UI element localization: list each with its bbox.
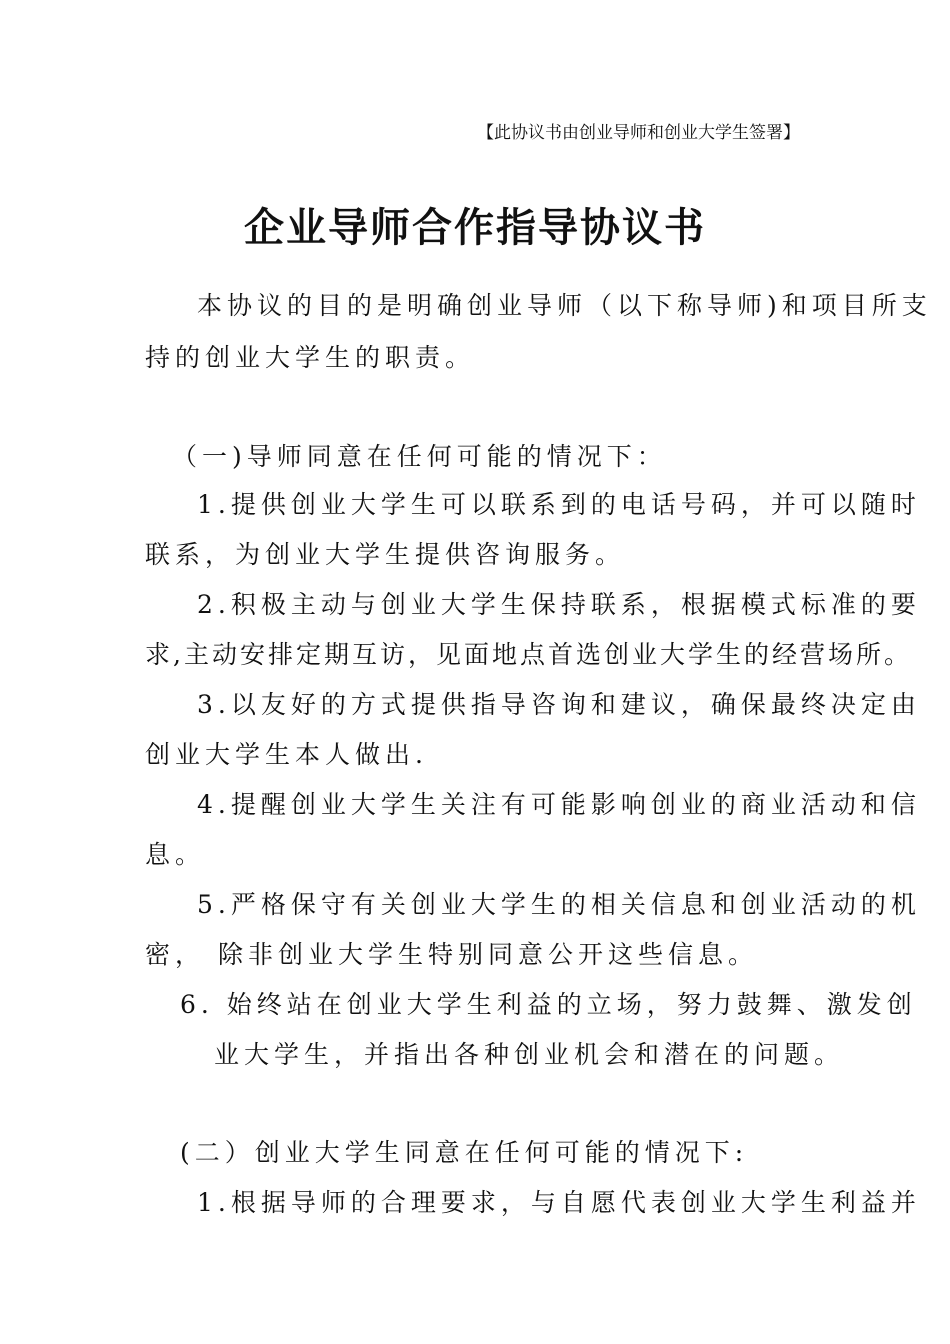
section1-item-1-line-2: 联系，为创业大学生提供咨询服务。 [145,540,626,569]
section1-item-5-line-1: 5.严格保守有关创业大学生的相关信息和创业活动的机 [197,890,921,919]
section1-item-3-line-1: 3.以友好的方式提供指导咨询和建议，确保最终决定由 [197,690,921,719]
section1-item-4-line-1: 4.提醒创业大学生关注有可能影响创业的商业活动和信 [197,790,921,819]
section2-heading: (二）创业大学生同意在任何可能的情况下: [180,1138,749,1167]
section1-item-2-line-1: 2.积极主动与创业大学生保持联系，根据模式标准的要 [197,590,921,619]
intro-line-1: 本协议的目的是明确创业导师（以下称导师)和项目所支 [197,291,932,320]
section1-item-6-line-1: 6. 始终站在创业大学生利益的立场，努力鼓舞、激发创 [180,990,917,1019]
section1-item-6-line-2: 业大学生，并指出各种创业机会和潜在的问题。 [214,1040,845,1069]
header-note: 【此协议书由创业导师和创业大学生签署】 [477,123,800,143]
section1-item-5-line-2: 密， 除非创业大学生特别同意公开这些信息。 [145,940,758,969]
document-title: 企业导师合作指导协议书 [244,204,706,251]
section1-item-4-line-2: 息。 [145,840,206,869]
section1-item-1-line-1: 1.提供创业大学生可以联系到的电话号码，并可以随时 [197,490,921,519]
section1-item-3-line-2: 创业大学生本人做出. [145,740,428,769]
section1-item-2-line-2: 求,主动安排定期互访，见面地点首选创业大学生的经营场所。 [145,640,912,669]
intro-line-2: 持的创业大学生的职责。 [145,343,476,372]
section2-item-1-line-1: 1.根据导师的合理要求，与自愿代表创业大学生利益并 [197,1188,921,1217]
section1-heading: （一)导师同意在任何可能的情况下： [172,442,667,471]
